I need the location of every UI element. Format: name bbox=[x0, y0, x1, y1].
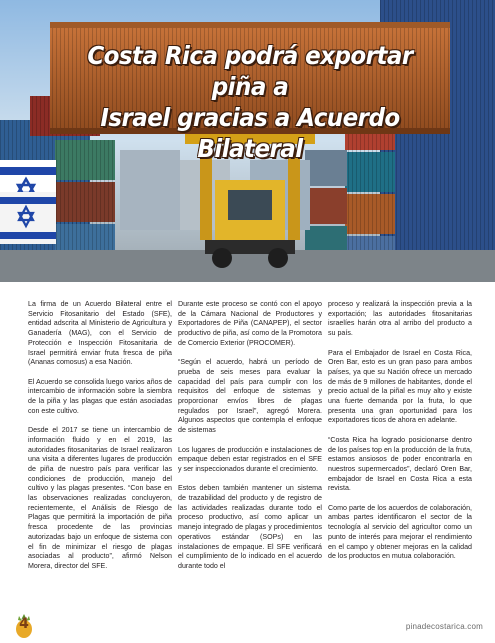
headline-line-2: Israel gracias a Acuerdo Bilateral bbox=[100, 103, 400, 163]
paragraph: proceso y realizará la inspección previa a la exportación; las autoridades fitosanitarias israelíes harán otra al arribo del producto a su país. bbox=[328, 300, 472, 338]
hero-image bbox=[0, 0, 495, 282]
paragraph: “Costa Rica ha logrado posicionarse dentro de los países top en la producción de la fruta, estamos ansiosos de poder encontrarla en nuestros supermercados”, declaró Oren Bar, embajador de Israel en Costa Rica a esta revista. bbox=[328, 435, 472, 493]
paragraph: Desde el 2017 se tiene un intercambio de información fluido y en el 2019, las autoridades fitosanitarias de Israel realizaron una visita a diferentes lugares de producción de piña de nuestro país para verificar las condiciones de producción, manejo del cultivo y las plagas presentes. “Con base en las observaciones realizadas concluyeron, recientemente, el Análisis de Riesgo de Plagas que permitirá la importación de piña fresca procedente de las provincias autorizadas bajo un enfoque de sistema con el fin de minimizar el riesgo de plagas asociadas al producto”, afirmó Nelson Morera, director del SFE. bbox=[28, 426, 172, 570]
page-number bbox=[13, 614, 35, 638]
israel-flag-icon bbox=[0, 192, 56, 244]
paragraph: Como parte de los acuerdos de colaboración, ambas partes identificaron el sector de la tecnología al servicio del agricultor como un punto de interés para mejorar el rendimiento en el campo y obtener mejoras en la calidad de los productos en mutua colaboración. bbox=[328, 503, 472, 561]
article-column-3 bbox=[328, 300, 472, 572]
paragraph: Los lugares de producción e instalaciones de empaque deben estar registrados en el SFE y ser inspeccionados durante el crecimiento. bbox=[178, 445, 322, 473]
website-url[interactable]: pinadecostarica.com bbox=[405, 622, 483, 631]
headline-line-1: Costa Rica podrá exportar piña a bbox=[87, 41, 413, 101]
paragraph: La firma de un Acuerdo Bilateral entre el Servicio Fitosanitario del Estado (SFE), entidad adscrita al Ministerio de Agricultura y Ganadería (MAG), con el Servicio de Protección e Inspección Fitosanitaria de Israel permitirá enviar fruta fresca de piña (Ananas comosus) a esa Nación. bbox=[28, 300, 172, 367]
paragraph: “Según el acuerdo, habrá un período de prueba de seis meses para evaluar la capacidad del país para cumplir con los requisitos del enfoque de sistemas y proporcionar envíos libres de plagas regulados por Israel”, agregó Morera. Algunos aspectos que contempla el enfoque de sistemas bbox=[178, 358, 322, 435]
article-column-1 bbox=[28, 300, 172, 581]
paragraph: El Acuerdo se consolida luego varios años de intercambio de información sobre la siembra de la piña y las plagas que están asociadas con este cultivo. bbox=[28, 377, 172, 415]
paragraph: Durante este proceso se contó con el apoyo de la Cámara Nacional de Productores y Exportadores de Piña (CANAPEP), el sector productivo de piña, así como de la Promotora de Comercio Exterior (PROCOMER). bbox=[178, 300, 322, 347]
paragraph: Estos deben también mantener un sistema de trazabilidad del producto y de registro de las actividades realizadas durante todo el proceso productivo, así como aplicar un manejo integrado de plagas y procedimientos operativos estándar (SOPs) en las instalaciones de empaque. El SFE verificará el cumplimiento de lo indicado en el acuerdo durante todo el bbox=[178, 484, 322, 570]
article-headline bbox=[77, 40, 423, 164]
page-number-label: 4 bbox=[19, 616, 29, 632]
article-column-2 bbox=[178, 300, 322, 581]
paragraph: Para el Embajador de Israel en Costa Rica, Oren Bar, esto es un gran paso para ambos países, ya que su Nación ofrece un mercado de más de 9 millones de habitantes, donde el precio actual de la piñal es muy alto y existe una fuerte demanda por la fruta, lo que presenta una gran oportunidad para los exportadores ticos de ahora en adelante. bbox=[328, 348, 472, 425]
